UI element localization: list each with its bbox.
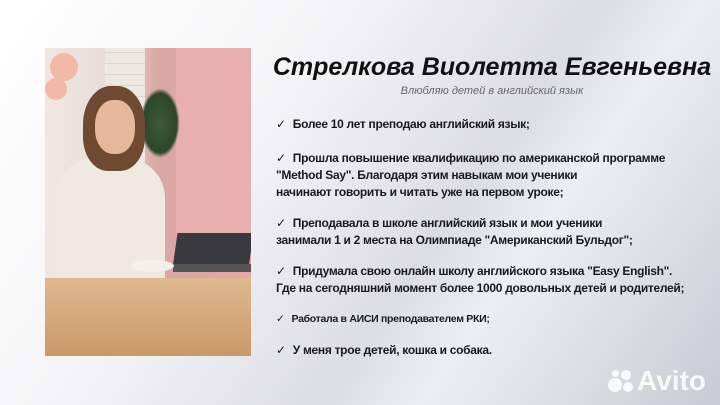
balloon <box>50 53 78 81</box>
checkmark-icon: ✓ <box>276 343 286 357</box>
item-text: "Method Say". Благодаря этим навыкам мои ученики <box>276 168 578 182</box>
checkmark-icon: ✓ <box>276 313 285 325</box>
item-text: Работала в АИСИ преподавателем РКИ; <box>291 313 490 325</box>
list-item <box>276 215 714 249</box>
item-text: Прошла повышение квалификацию по американской программе <box>292 151 666 165</box>
item-text: начинают говорить и читать уже на первом уроке; <box>276 185 564 199</box>
avito-watermark <box>608 365 706 397</box>
laptop <box>173 233 251 268</box>
list-item <box>276 342 714 359</box>
item-text: Более 10 лет преподаю английский язык; <box>292 117 530 131</box>
list-item <box>276 263 714 297</box>
list-item <box>276 311 714 328</box>
plate <box>130 260 174 272</box>
item-text: У меня трое детей, кошка и собака. <box>292 343 492 357</box>
checkmark-icon: ✓ <box>276 151 286 165</box>
achievements-list <box>270 116 714 359</box>
list-item <box>276 116 714 133</box>
item-text: Преподавала в школе английский язык и мои ученики <box>292 216 603 230</box>
balloon <box>45 78 67 100</box>
teacher-photo <box>45 48 251 356</box>
table <box>45 278 251 356</box>
checkmark-icon: ✓ <box>276 117 286 131</box>
plant <box>140 88 180 158</box>
laptop-base <box>173 264 251 272</box>
checkmark-icon: ✓ <box>276 264 286 278</box>
avito-text: Avito <box>637 365 706 396</box>
tagline: Влюбляю детей в английский язык <box>400 85 584 97</box>
person-face <box>95 100 135 154</box>
item-text: Придумала свою онлайн школу английского языка "Easy English". <box>292 264 673 278</box>
checkmark-icon: ✓ <box>276 216 286 230</box>
pink-wall <box>176 48 251 248</box>
avito-logo-icon <box>608 369 634 393</box>
teacher-name: Стрелкова Виолетта Евгеньевна <box>272 53 712 81</box>
item-text: Где на сегодняшний момент более 1000 довольных детей и родителей; <box>276 281 685 295</box>
profile-text <box>270 52 714 373</box>
list-item <box>276 150 714 201</box>
item-text: занимали 1 и 2 места на Олимпиаде "Американский Бульдог"; <box>276 233 633 247</box>
